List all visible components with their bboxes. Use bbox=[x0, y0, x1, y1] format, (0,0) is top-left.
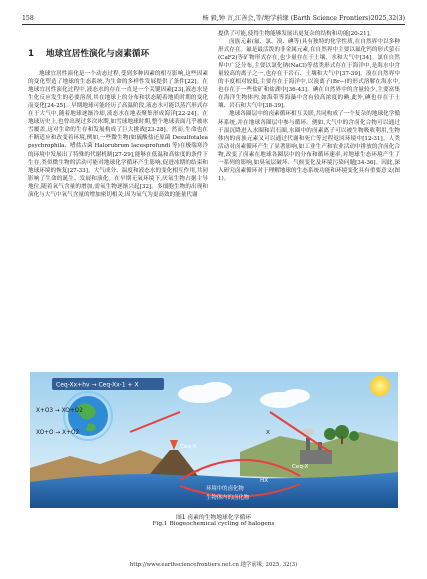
body-paragraph: 卤族元素(氟、氯、溴、碘等)具有独特的化学性质,在自然界中以多种形式存在。氟是最活泼的非金属元素,在自然界中主要以氟化钙的形式萤石(CaF2)等矿物形式存在,也少量存在于土壤、水和大气中[34]。氯在自然界中广泛分布,主要以氯化钠(NaCl)等盐类形式存在于海洋中,是海水中含量较高的离子之一,也存在于岩石、土壤和大气中[37-39]。溴在自然界中的丰度相对较低,主要存在于海洋中,以溴离子(Br−)的形式溶解在海水中,也存在于一些盐矿和盐湖中[36-43]。碘在自然界中的含量较少,主要富集在海洋生物体内,如海带等海藻中含有较高浓度的碘,此外,碘也存在于土壤、岩石和大气中[38-39]。 bbox=[218, 39, 400, 110]
right-column bbox=[218, 30, 400, 183]
cycle-label-environment: 环境中的卤化物 bbox=[206, 486, 244, 492]
reaction-equation-2: X+O3 → XO+O2 bbox=[36, 408, 83, 414]
figure-caption-en: Fig.1 Biogeochemical cycling of halogens bbox=[152, 521, 275, 527]
body-paragraph: 地球宜居性演化是一个动态过程,受到多种因素的相互影响,这些因素的变化塑造了地球的生态系统,为生命的多样性发展提供了条件[22]。在地球宜居性演化过程中,液态水的存在一直是一个关键因素[23],液态水是生化反应发生的必要溶剂,其在地球上的分布和状态随着地质时期的变化而变化[24-25]。早期地球可能经历了高温阶段,液态水可能以蒸汽形式存在于大气中,随着地球逐渐冷却,液态水在地表聚集形成海洋[22-24]。在地球历史上,也曾出现过多次冰期,如雪球地球时期,整个地球表面几乎被冰雪覆盖,这对生命的生存和发展构成了巨大挑战[23-28]。然而,生命也在不断适应和改变着环境,例如,一些微生物(如硫酸盐还原菌 Desulfotalea psychrophila、嗜盐古菌 Halorubrum lacusprofundi 等)在极端寒冷的环境中发展出了特殊的代谢机制[27-29],能够在低温和高盐度的条件下生存,类似微生物的活动可能对地球化学循环产生影响,促进冰期的结束和地球环境的恢复[27-33]。大气成分、温度和液态水的变化相互作用,共同影响了生命的诞生、发展和演化。在早期无氧环境下,厌氧生物占据主导地位,随着氧气含量的增加,需氧生物逐渐兴起[32]。多细胞生物的出现和演化与大气中氧气含量的增加密切相关,因为氧气为更高效的能量代谢 bbox=[28, 71, 208, 198]
halogen-cycle-illustration bbox=[30, 372, 398, 508]
figure-caption-cn: 图1 卤素的生物地球化学循环 bbox=[175, 515, 252, 521]
header-rule bbox=[22, 24, 405, 25]
section-number: 1 bbox=[28, 49, 34, 59]
label-hx: HX bbox=[260, 478, 269, 484]
section-title: 地球宜居性演化与卤素循环 bbox=[45, 49, 150, 59]
reaction-equation-3: XO+O → X+O2 bbox=[36, 430, 80, 436]
page-header bbox=[22, 12, 405, 22]
cycle-label-biota: 生物体内的卤化物 bbox=[206, 495, 250, 501]
label-ceqx: Ceq-X bbox=[180, 444, 197, 450]
page-footer: http://www.earthsciencefrontiers.net.cn 地学前缘, 2025, 32(3) bbox=[129, 562, 298, 568]
sun-icon bbox=[370, 376, 390, 396]
label-x: X bbox=[266, 430, 270, 436]
figure-1 bbox=[30, 372, 398, 508]
body-paragraph: 地球各圈层中的卤素循环相互关联,共同构成了一个复杂的地球化学循环系统,并在地球各圈层中参与循环。例如,大气中的含卤化合物可以通过干湿沉降进入水圈和岩石圈,水圈中的卤素离子可以被生物吸收利用,生物体内的卤族元素又可以通过代谢和死亡等过程返回环境中[12-31]。人类活动对卤素循环产生了显著影响,如工业生产和农业活动中排放的含卤化合物,改变了卤素在地球各圈层中的分布和循环速率,对地球生态环境产生了一系列的影响,如臭氧层破坏、气候变化及环境污染问题[34-36]。因此,深入研究卤素循环对于理解地球的生态系统功能和环境变化具有重要意义(图1)。 bbox=[218, 111, 400, 182]
page-number: 158 bbox=[22, 15, 34, 22]
body-paragraph: 提供了可能,使得生物能够发展出更复杂的结构和功能[20-21]。 bbox=[218, 31, 375, 37]
running-title: 杨 毅,钟 言,江善会,等/地学前缘 (Earth Science Frontiers)2025,32(3) bbox=[202, 15, 405, 22]
section-heading bbox=[28, 50, 208, 58]
label-ceqx-2: Ceq-X bbox=[292, 464, 309, 470]
reaction-equation-1: Ceq-Xx+hv → Ceq-Xx-1 + X bbox=[56, 381, 139, 389]
left-column bbox=[28, 30, 208, 199]
